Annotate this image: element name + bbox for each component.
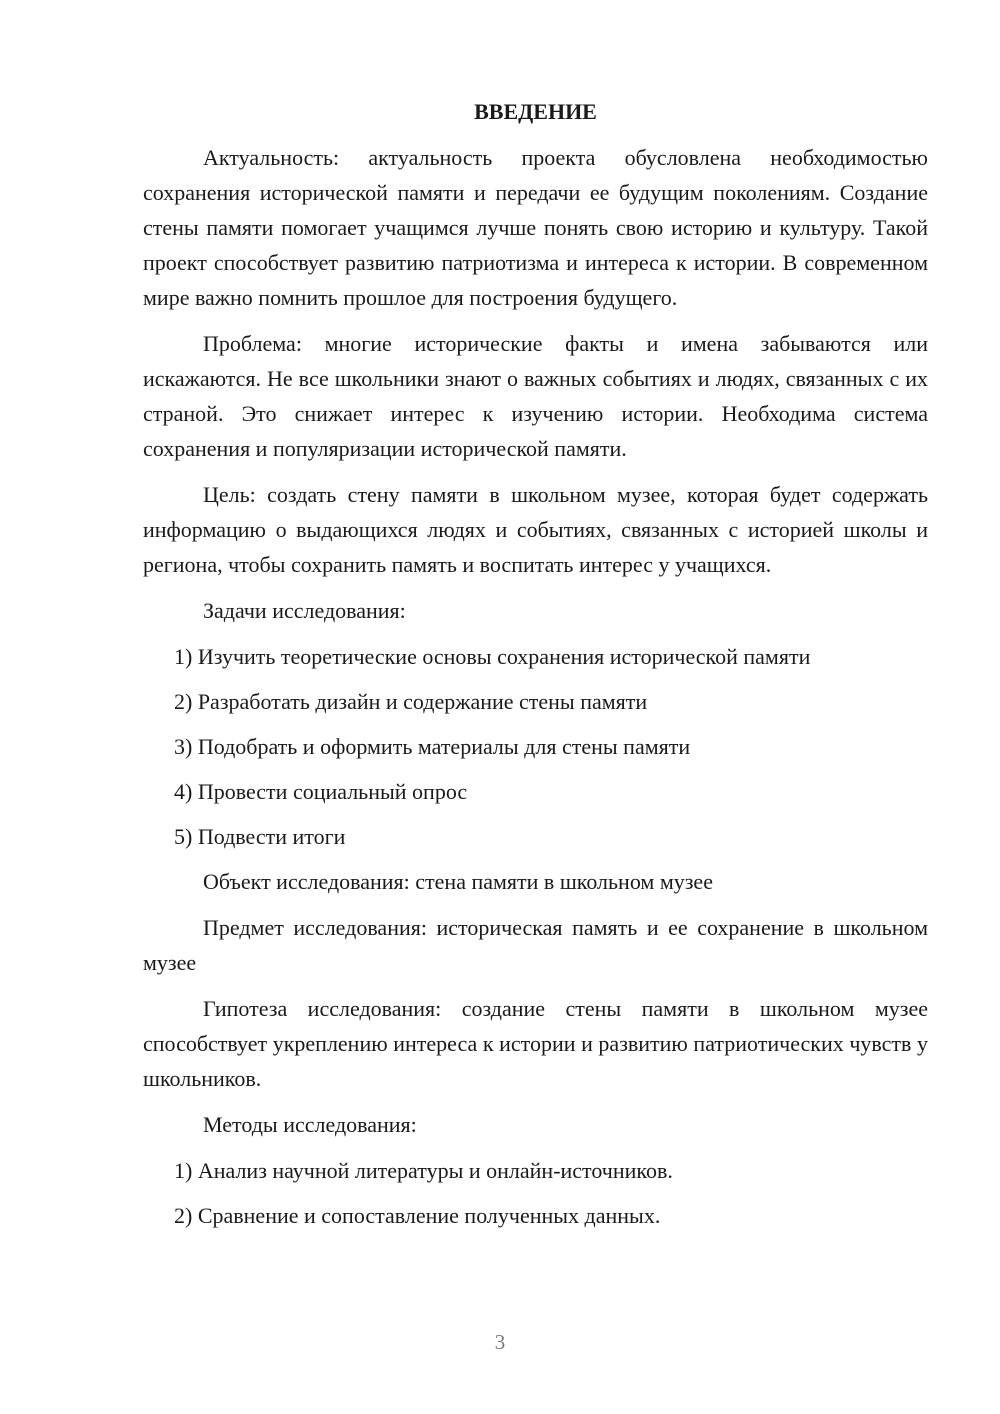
list-item: 4) Провести социальный опрос [174, 779, 468, 804]
section-title: ВВЕДЕНИЕ [474, 99, 597, 124]
hypothesis-paragraph: Гипотеза исследования: создание стены памяти в школьном музее способствует укреплению интереса к истории и развитию патриотических чувств у школьников. [143, 996, 928, 1091]
list-item: 2) Сравнение и сопоставление полученных данных. [174, 1203, 661, 1228]
tasks-list [143, 639, 928, 854]
goal-paragraph: Цель: создать стену памяти в школьном музее, которая будет содержать информацию о выдающихся людях и событиях, связанных с историей школы и региона, чтобы сохранить память и воспитать интерес у учащихся. [143, 482, 928, 577]
methods-list [143, 1153, 928, 1233]
subject-paragraph: Предмет исследования: историческая память и ее сохранение в школьном музее [143, 915, 928, 975]
page-content [143, 94, 928, 1243]
relevance-paragraph: Актуальность: актуальность проекта обусловлена необходимостью сохранения исторической памяти и передачи ее будущим поколениям. Создание стены памяти помогает учащимся лучше понять свою историю и культуру. Такой проект способствует развитию патриотизма и интереса к истории. В современном мире важно помнить прошлое для построения будущего. [143, 145, 928, 310]
list-item: 5) Подвести итоги [174, 824, 346, 849]
list-item: 1) Изучить теоретические основы сохранения исторической памяти [174, 644, 811, 669]
tasks-heading: Задачи исследования: [203, 598, 406, 623]
list-item: 2) Разработать дизайн и содержание стены памяти [174, 689, 648, 714]
list-item: 1) Анализ научной литературы и онлайн-источников. [174, 1158, 673, 1183]
list-item: 3) Подобрать и оформить материалы для стены памяти [174, 734, 691, 759]
problem-paragraph: Проблема: многие исторические факты и имена забываются или искажаются. Не все школьники знают о важных событиях и людях, связанных с их страной. Это снижает интерес к изучению истории. Необходима система сохранения и популяризации исторической памяти. [143, 331, 928, 461]
object-paragraph: Объект исследования: стена памяти в школьном музее [203, 869, 713, 894]
page-number: 3 [494, 1330, 506, 1354]
methods-heading: Методы исследования: [203, 1112, 417, 1137]
